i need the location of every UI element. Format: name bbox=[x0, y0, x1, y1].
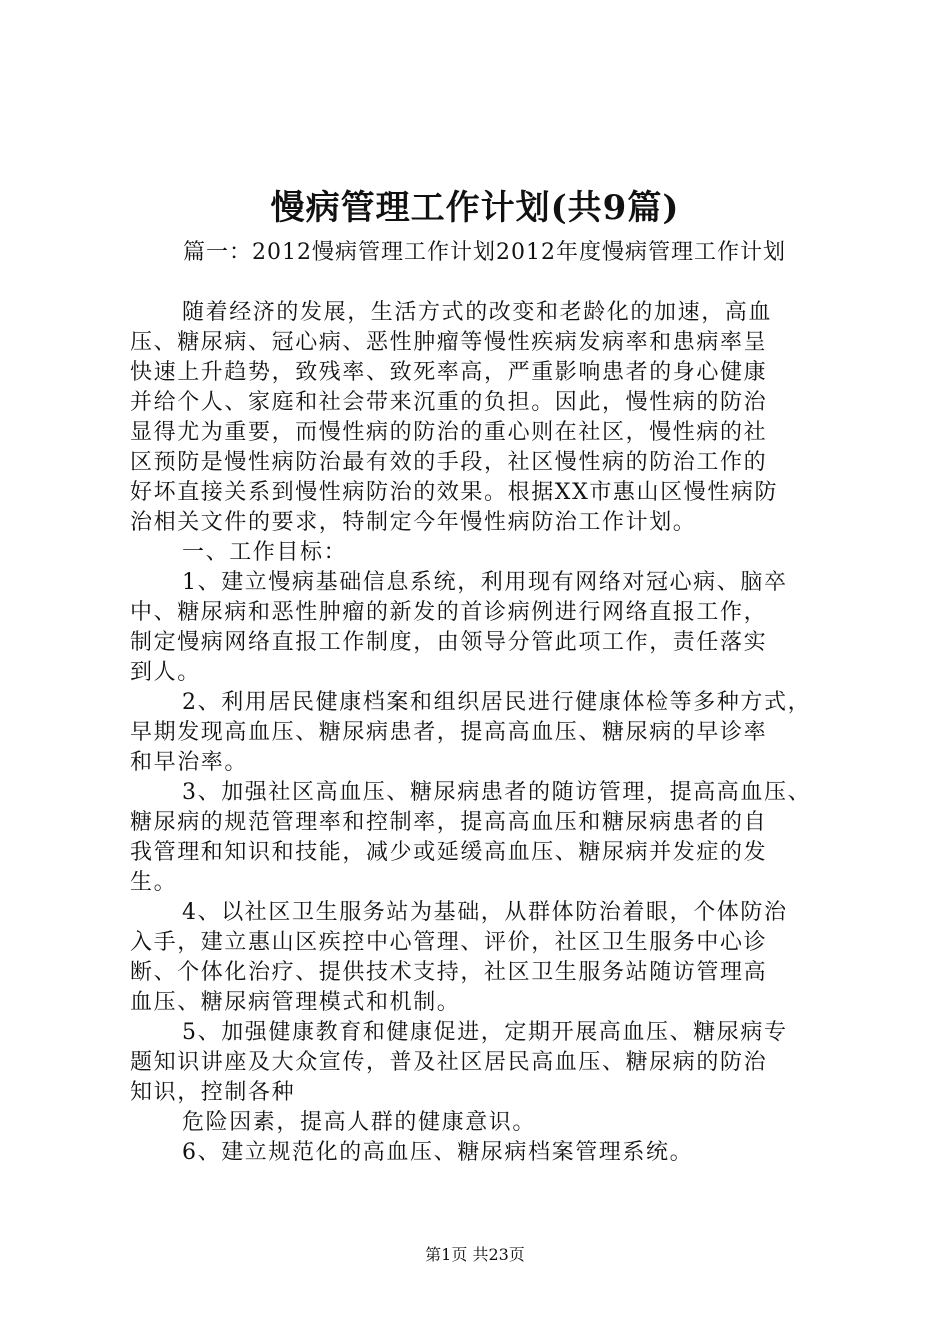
text-line: 制定慢病网络直报工作制度，由领导分管此项工作，责任落实 bbox=[130, 630, 768, 655]
text-line: 快速上升趋势，致残率、致死率高，严重影响患者的身心健康 bbox=[130, 360, 768, 385]
section-heading bbox=[130, 538, 850, 568]
text-line: 并给个人、家庭和社会带来沉重的负担。因此，慢性病的防治 bbox=[130, 390, 768, 415]
text-line: 早期发现高血压、糖尿病患者，提高高血压、糖尿病的早诊率 bbox=[130, 720, 768, 745]
text-line: 危险因素，提高人群的健康意识。 bbox=[182, 1110, 537, 1135]
page-footer: 第1页 共23页 bbox=[425, 1245, 525, 1264]
text-line: 随着经济的发展，生活方式的改变和老龄化的加速，高血 bbox=[182, 300, 773, 325]
paragraph-intro bbox=[130, 298, 850, 538]
text-line: 压、糖尿病、冠心病、恶性肿瘤等慢性疾病发病率和患病率呈 bbox=[130, 330, 768, 355]
text-line: 1、建立慢病基础信息系统，利用现有网络对冠心病、脑卒 bbox=[182, 570, 788, 595]
document-title: 慢病管理工作计划(共9篇) bbox=[270, 188, 680, 228]
text-line: 区预防是慢性病防治最有效的手段，社区慢性病的防治工作的 bbox=[130, 450, 768, 475]
text-line: 我管理和知识和技能，减少或延缓高血压、糖尿病并发症的发 bbox=[130, 840, 768, 865]
document-subtitle: 篇一：2012慢病管理工作计划2012年度慢病管理工作计划 bbox=[183, 240, 786, 265]
text-line: 血压、糖尿病管理模式和机制。 bbox=[130, 990, 461, 1015]
list-item bbox=[130, 568, 850, 688]
text-line: 显得尤为重要，而慢性病的防治的重心则在社区，慢性病的社 bbox=[130, 420, 768, 445]
text-line: 知识，控制各种 bbox=[130, 1080, 296, 1105]
text-line: 治相关文件的要求，特制定今年慢性病防治工作计划。 bbox=[130, 510, 697, 535]
text-line: 一、工作目标： bbox=[182, 540, 348, 565]
text-line: 3、加强社区高血压、糖尿病患者的随访管理，提高高血压、 bbox=[182, 780, 812, 805]
text-line: 5、加强健康教育和健康促进，定期开展高血压、糖尿病专 bbox=[182, 1020, 788, 1045]
text-line: 好坏直接关系到慢性病防治的效果。根据XX市惠山区慢性病防 bbox=[130, 480, 779, 505]
document-body bbox=[130, 298, 850, 1168]
list-item bbox=[130, 1018, 850, 1108]
text-line: 2、利用居民健康档案和组织居民进行健康体检等多种方式， bbox=[182, 690, 812, 715]
list-item bbox=[130, 1138, 850, 1168]
list-item bbox=[130, 688, 850, 778]
text-line: 到人。 bbox=[130, 660, 201, 685]
text-line: 6、建立规范化的高血压、糖尿病档案管理系统。 bbox=[182, 1140, 694, 1165]
text-line: 糖尿病的规范管理率和控制率，提高高血压和糖尿病患者的自 bbox=[130, 810, 768, 835]
list-item-continuation bbox=[130, 1108, 850, 1138]
text-line: 和早治率。 bbox=[130, 750, 249, 775]
text-line: 断、个体化治疗、提供技术支持，社区卫生服务站随访管理高 bbox=[130, 960, 768, 985]
text-line: 生。 bbox=[130, 870, 178, 895]
list-item bbox=[130, 898, 850, 1018]
text-line: 入手，建立惠山区疾控中心管理、评价，社区卫生服务中心诊 bbox=[130, 930, 768, 955]
text-line: 题知识讲座及大众宣传，普及社区居民高血压、糖尿病的防治 bbox=[130, 1050, 768, 1075]
text-line: 中、糖尿病和恶性肿瘤的新发的首诊病例进行网络直报工作， bbox=[130, 600, 768, 625]
list-item bbox=[130, 778, 850, 898]
text-line: 4、以社区卫生服务站为基础，从群体防治着眼，个体防治 bbox=[182, 900, 788, 925]
